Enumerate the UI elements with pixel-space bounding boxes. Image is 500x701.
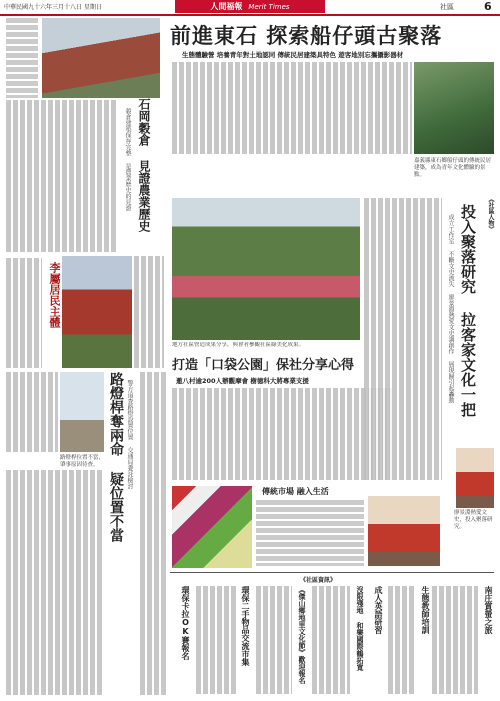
lamp-body-text [6, 372, 58, 452]
info-item-7: 環保卡拉OK賽報名 [181, 586, 190, 660]
people-headline: 投入聚落研究 拉客家文化一把 [459, 204, 477, 417]
date-line: 中華民國九十六年三月十八日 星期日 [4, 4, 102, 11]
info-body-5 [196, 586, 236, 694]
info-item-3: 成人英語研習 [374, 586, 383, 634]
lamp-photo [60, 372, 104, 452]
info-body-2 [388, 586, 416, 694]
lamp-body-text-3 [140, 372, 168, 695]
park-body-text [172, 388, 392, 480]
main-photo-caption: 嘉義縣東石鄉船仔頭的傳統民居建築，成為青年文化體驗的景點。 [414, 158, 492, 178]
page-header [0, 0, 500, 16]
page-number: 6 [484, 0, 492, 13]
info-body-3 [312, 586, 350, 694]
people-body-text [364, 198, 442, 480]
lamp-headline: 路燈桿奪兩命 疑位置不當 [108, 372, 124, 542]
park-subhead: 邀八村逾200人辦觀摩會 樹德科大將專業支援 [176, 377, 309, 385]
newspaper-logo [175, 0, 325, 13]
info-body-1 [432, 586, 478, 694]
info-item-2: 生態教師培訓 [421, 586, 430, 634]
garden-photo [172, 198, 360, 340]
park-headline: 打造「口袋公園」保社分享心得 [172, 358, 355, 373]
people-photo [456, 448, 494, 508]
community-body-text-2 [134, 256, 164, 368]
people-photo-caption: 廖景淵熱愛文史，投入聚落研究。 [454, 510, 493, 530]
tradition-body-text [256, 500, 364, 566]
info-divider [170, 572, 494, 573]
farm-headline: 石岡穀倉 見證農業歷史 [137, 98, 151, 232]
market-photo [172, 486, 252, 568]
lamp-photo-caption: 路燈桿位置不當，肇事原因待查。 [60, 455, 105, 468]
main-body-text [172, 62, 412, 154]
lamp-body-text-2 [6, 470, 102, 695]
garden-photo-caption: 地方社區營造成果分享，與會者參觀社區綠美化成果。 [172, 342, 305, 348]
community-body-text [6, 258, 42, 368]
logo-en: Merit Times [248, 2, 290, 11]
info-item-4: 沒限殘地 和樂國際鶴拓寬 [356, 586, 364, 671]
farm-subhead: 穀倉建築保存完整 是農業歷史的見證 [124, 108, 131, 211]
community-headline: 李屬居民主體 [48, 262, 61, 328]
main-headline: 前進東石 探索船仔頭古聚落 [170, 23, 443, 48]
info-tag: 《社區資訊》 [300, 577, 337, 584]
info-item-5: 《傑山鄉地里文化節》歡迎報名 [298, 586, 306, 684]
info-item-6: 環保二手物品交流市集 [241, 586, 250, 666]
tradition-tag: 傳統市場 融入生活 [262, 487, 329, 496]
main-photo [414, 62, 494, 154]
community-photo [62, 256, 132, 368]
tradition-photo [368, 496, 440, 566]
people-subhead: 成立工作室 不斷文史流失 廖景淵熱愛文史講創作 展現歸引起轟動 [447, 214, 454, 403]
caption-text-column [6, 18, 38, 98]
barn-photo [42, 18, 160, 98]
info-body-4 [256, 586, 292, 694]
info-item-1: 南庄賞螢之旅 [484, 586, 493, 634]
farm-body-text [6, 100, 118, 252]
main-subhead: 生態體驗營 培養青年對土地認同 傳統民居建築具特色 遊客地別忘攜攝影器材 [182, 51, 404, 59]
section-name: 社區 [440, 3, 454, 11]
logo-cn: 人間福報 [210, 2, 243, 11]
people-tag: 《社區人物》 [487, 196, 494, 232]
lamp-subhead: 警方追查路燈設置位置 交通局委託檢討 [126, 380, 133, 489]
